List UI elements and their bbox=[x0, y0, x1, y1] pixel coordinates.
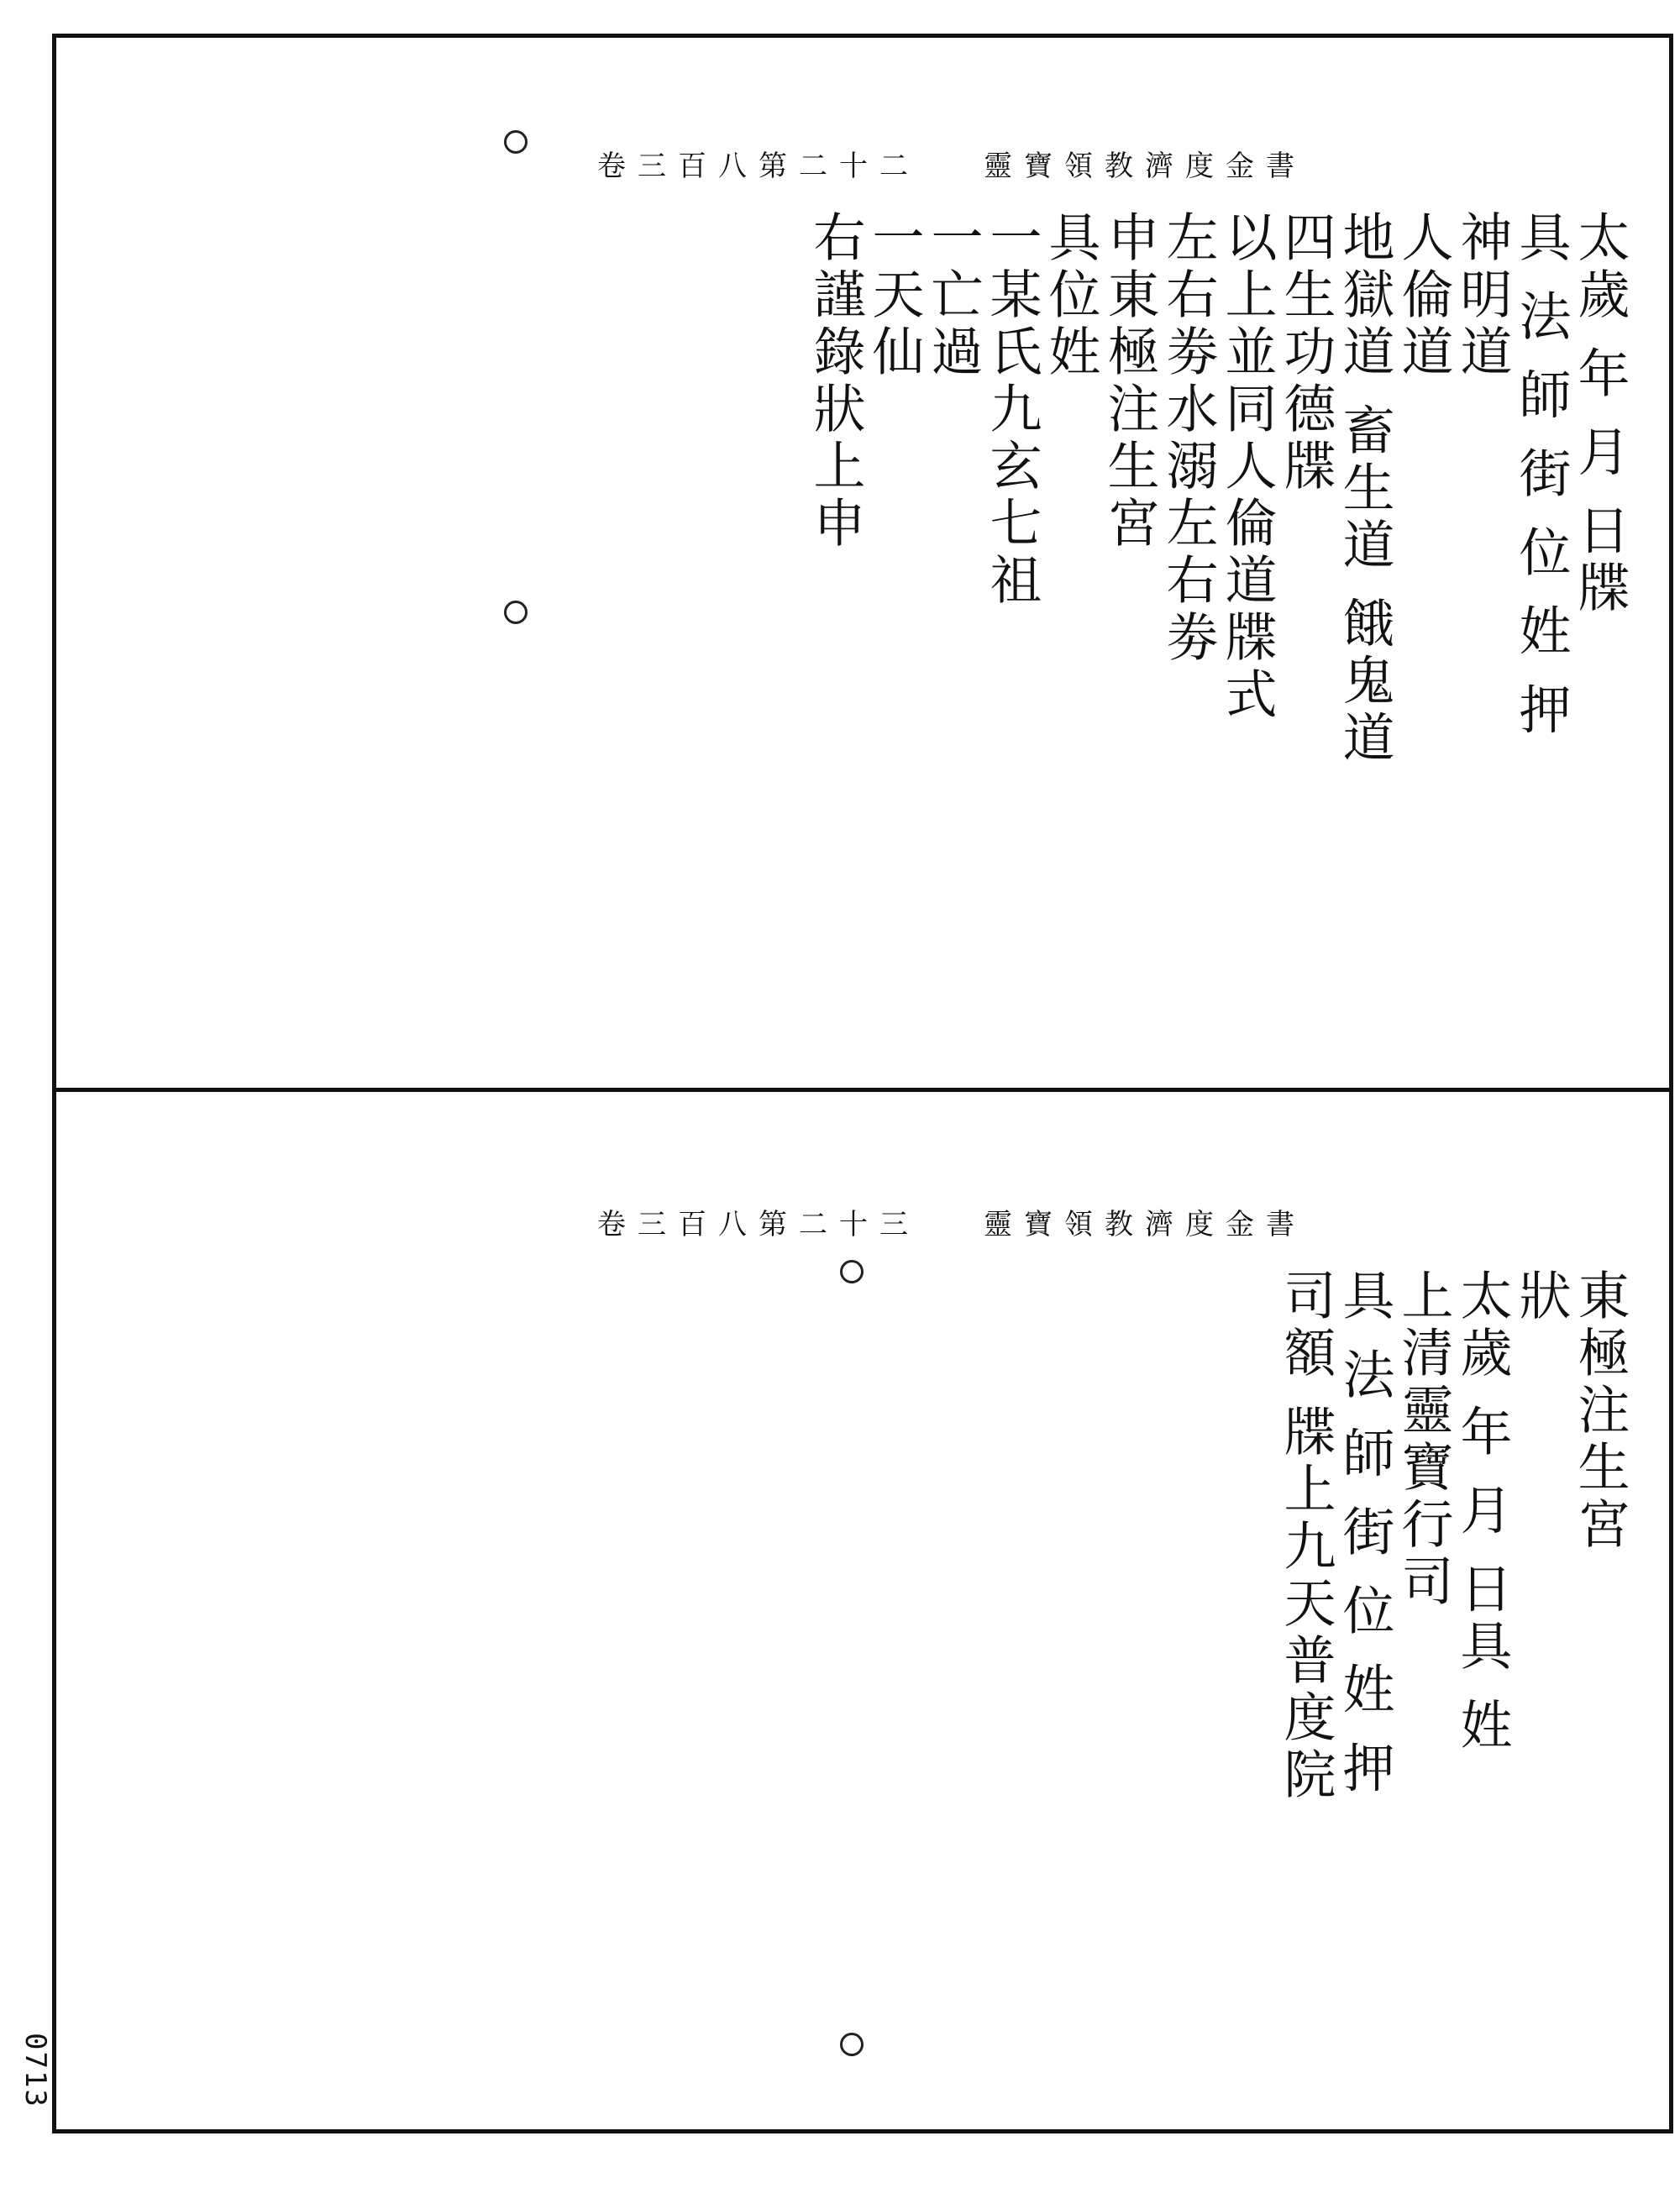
text-column: 人倫道 bbox=[1393, 210, 1454, 381]
text-column: 四生功德牒 bbox=[1275, 210, 1336, 496]
text-column: 狀 bbox=[1510, 1268, 1572, 1325]
lower-leaf bbox=[67, 1109, 1659, 2117]
leaf-header bbox=[67, 1201, 1659, 1252]
header-title: 靈寶領教濟度金書 bbox=[984, 1208, 1306, 1241]
text-columns bbox=[101, 210, 1630, 1058]
text-columns bbox=[101, 1268, 1630, 2100]
header-volume: 卷三百八第二十三 bbox=[597, 1208, 920, 1241]
text-column: 右謹錄狀上申 bbox=[805, 210, 866, 553]
page-number: 0713 bbox=[18, 2033, 52, 2108]
text-column: 具位姓 bbox=[1040, 210, 1101, 381]
text-column: 太歲 年 月 日具 姓 bbox=[1452, 1268, 1513, 1755]
binding-hole-mark bbox=[504, 130, 528, 154]
text-column: 一亡過 bbox=[922, 210, 984, 381]
text-column: 具 法 師 街 位 姓 押 bbox=[1510, 210, 1572, 740]
text-column: 神明道 bbox=[1452, 210, 1513, 381]
header-title: 靈寶領教濟度金書 bbox=[984, 150, 1306, 183]
panel-divider bbox=[52, 1088, 1673, 1092]
leaf-header bbox=[67, 143, 1659, 193]
text-column: 太歲 年 月 日牒 bbox=[1569, 210, 1630, 618]
text-column: 司額 牒上九天普度院 bbox=[1275, 1268, 1336, 1804]
text-column: 一天仙 bbox=[864, 210, 925, 381]
text-column: 左右劵水溺左右劵 bbox=[1158, 210, 1219, 667]
text-column: 地獄道 畜生道 餓鬼道 bbox=[1334, 210, 1395, 768]
upper-leaf bbox=[67, 50, 1659, 1075]
text-column: 具 法 師 街 位 姓 押 bbox=[1334, 1268, 1395, 1798]
text-column: 東極注生宮 bbox=[1569, 1268, 1630, 1554]
text-column: 申東極注生宮 bbox=[1099, 210, 1160, 553]
text-column: 上清靈寶行司 bbox=[1393, 1268, 1454, 1611]
text-column: 以上並同人倫道牒式 bbox=[1216, 210, 1278, 724]
text-column: 一某氏九玄七祖 bbox=[981, 210, 1042, 610]
header-volume: 卷三百八第二十二 bbox=[597, 150, 920, 183]
